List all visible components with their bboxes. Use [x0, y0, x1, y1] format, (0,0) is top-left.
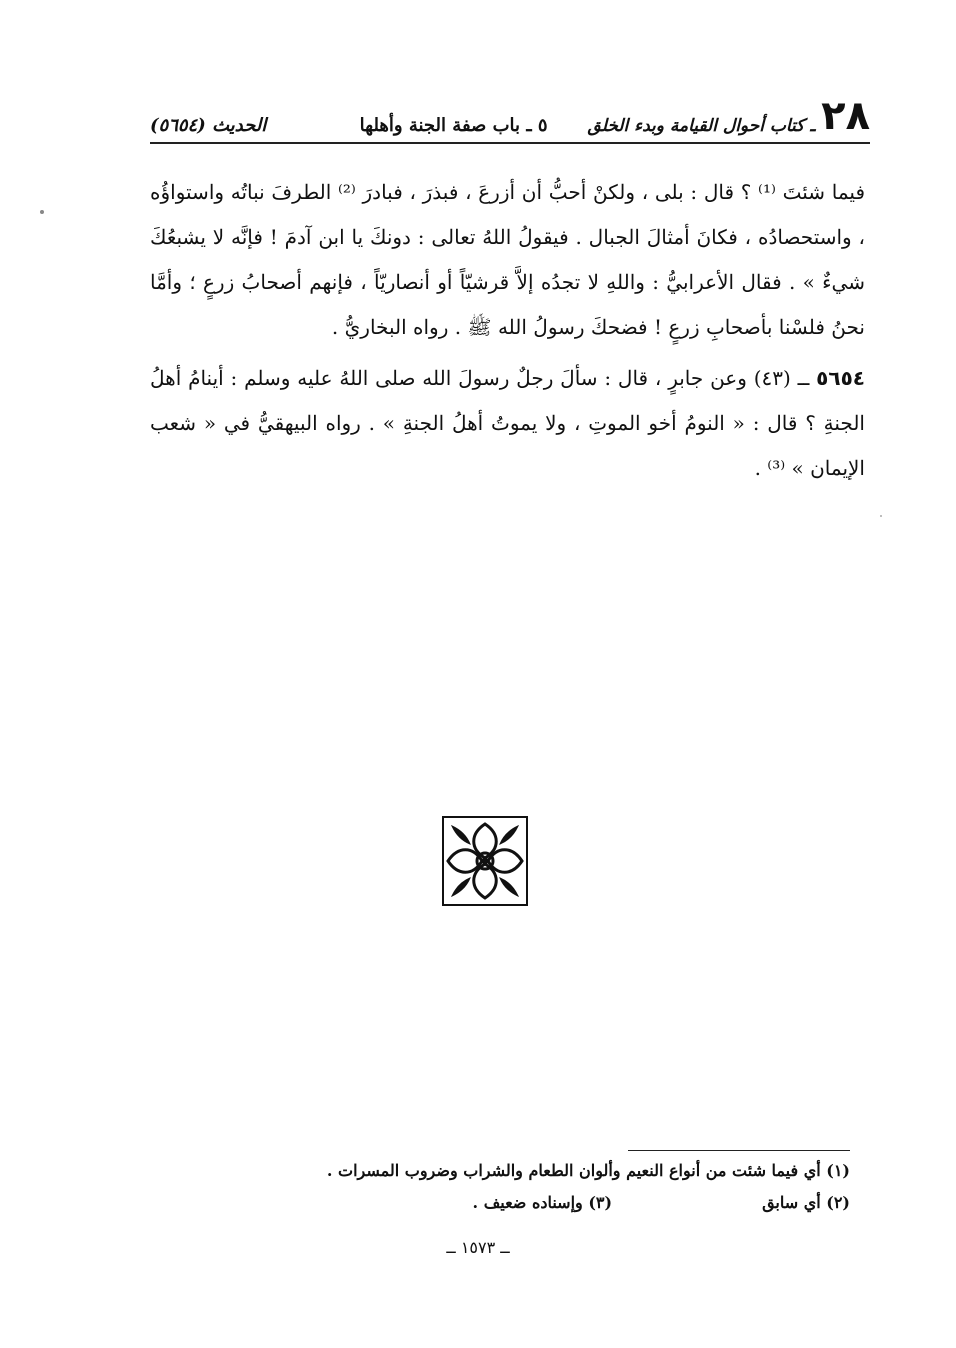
main-text [150, 170, 865, 491]
floral-ornament-icon [440, 814, 530, 908]
running-header [150, 92, 870, 144]
hadith-number: ٥٦٥٤ [816, 366, 865, 390]
chapter-title: ٥ ـ باب صفة الجنة وأهلها [359, 115, 548, 136]
paragraph-continuation: فيما شئتَ ⁽¹⁾ ؟ قال : بلى ، ولكنْ أحبُّ أن أزرعَ ، فبذرَ ، فبادرَ ⁽²⁾ الطرفَ نباتُه واستواؤُه ، واستحصادُه ، فكانَ أمثالَ الجبال . فيقولُ اللهُ تعالى : دونكَ يا ابن آدمَ ! فإنَّه لا يشبعُكَ شيءٌ » . فقال الأعرابيُّ : واللهِ لا تجدُه إلاَّ قرشيّاً أو أنصاريّاً ، فإنهم أصحابُ زرعٍ ؛ وأمَّا نحنُ فلسْنا بأصحابِ زرعٍ ! فضحكَ رسولُ الله ﷺ . رواه البخاريُّ . [150, 180, 866, 339]
book-number: ٢٨ [821, 93, 870, 139]
footnote-divider [628, 1150, 850, 1151]
paragraph-hadith [150, 356, 865, 491]
hadith-reference: الحديث (٥٦٥٤) [150, 115, 267, 136]
book-title: ـ كتاب أحوال القيامة وبدء الخلق [587, 116, 816, 136]
footnote-2: (٢) أي سابق [762, 1193, 850, 1212]
scan-speck [880, 515, 882, 517]
hadith-text: ــ (٤٣) وعن جابرٍ ، قال : سألَ رجلٌ رسولَ الله صلى اللهُ عليه وسلم : أينامُ أهلُ الجنةِ ؟ قال : « النومُ أخو الموتِ ، ولا يموتُ أهلُ الجنةِ » . رواه البيهقيُّ في « شعب الإيمان » ⁽³⁾ . [150, 366, 865, 480]
scan-speck [40, 210, 44, 214]
footnotes [230, 1155, 850, 1219]
footnote-1: (١) أي فيما شئت من أنواع النعيم وألوان الطعام والشراب وضروب المسرات . [326, 1161, 850, 1180]
footnote-3: (٣) وإسناده ضعيف . [472, 1193, 613, 1212]
page-number: ــ ١٥٧٣ ــ [446, 1238, 510, 1257]
